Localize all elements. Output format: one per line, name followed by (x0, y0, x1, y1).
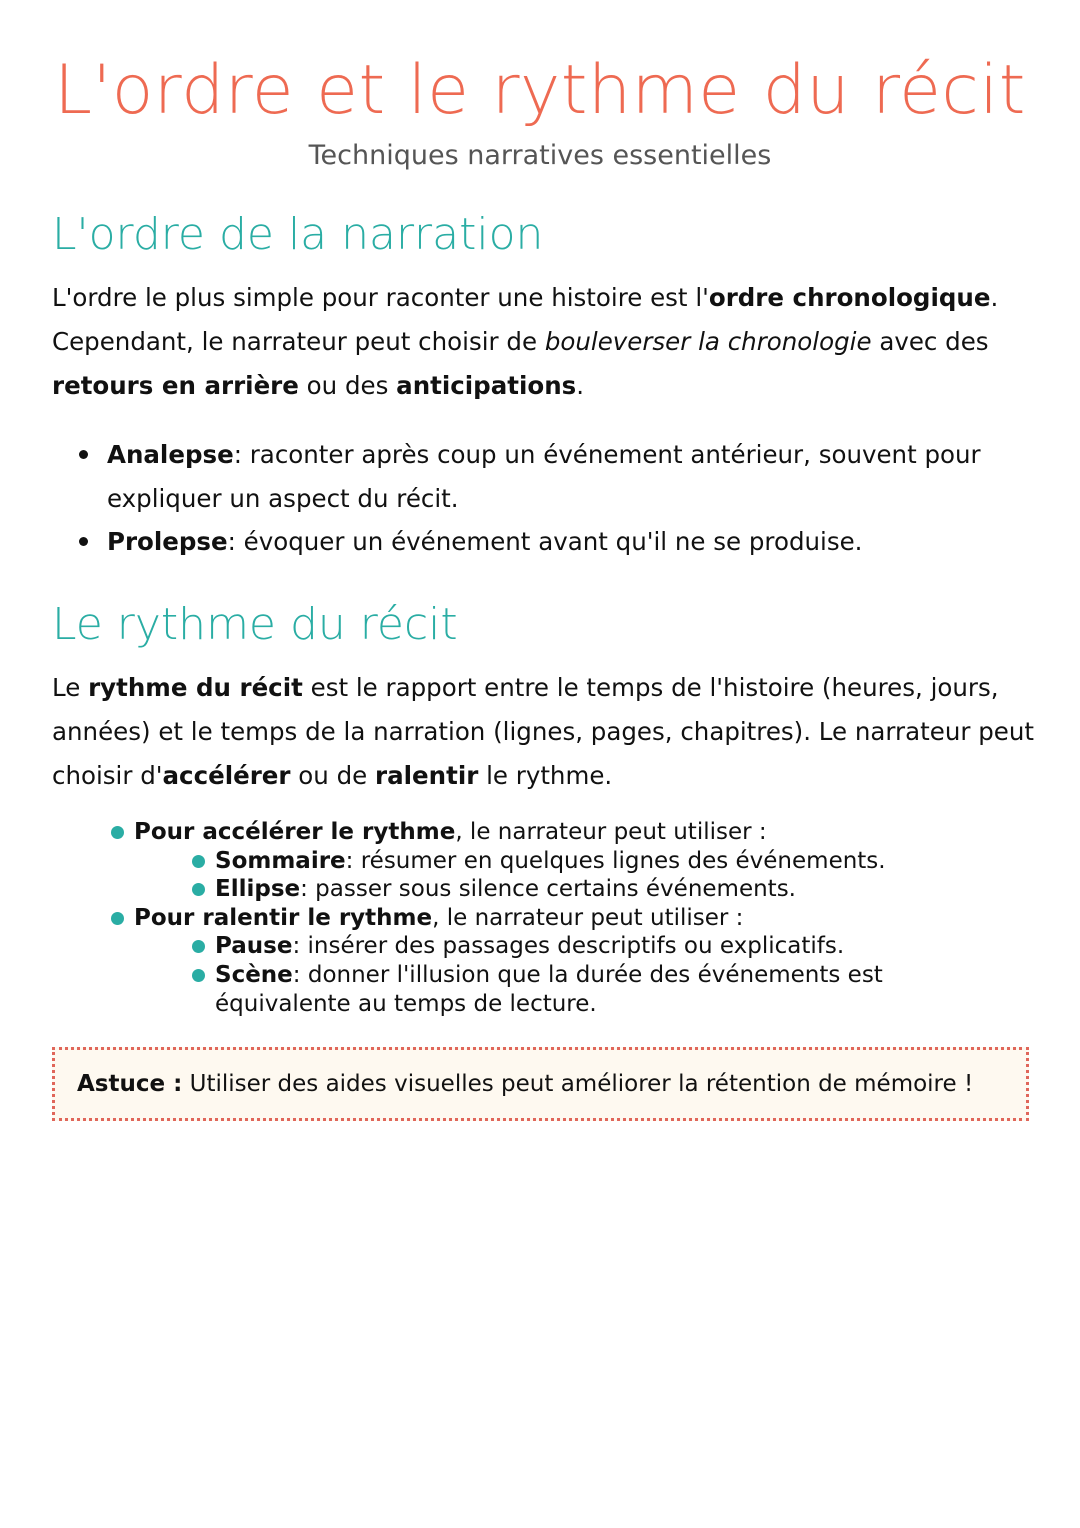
bullet-icon (111, 826, 124, 839)
list-item-pause (0, 932, 1080, 961)
list-term: Scène (215, 961, 293, 988)
list-text: : raconter après coup un événement antérieur, souvent pour expliquer un aspect du récit. (107, 440, 981, 513)
list-term: Prolepse (107, 527, 228, 556)
bold-term: rythme du récit (88, 673, 303, 702)
bullet-icon (192, 883, 205, 896)
list-item-analepse (0, 433, 1080, 520)
list-text: , le narrateur peut utiliser : (432, 904, 744, 931)
bold-term: ordre chronologique (708, 283, 991, 312)
rhythm-techniques-list (0, 818, 1080, 1018)
text-run: le rythme. (478, 761, 613, 790)
list-item-scene (0, 961, 1080, 1018)
list-item-accelerate (0, 818, 1080, 847)
list-text: : donner l'illusion que la durée des événements est équivalente au temps de lecture. (215, 961, 883, 1017)
text-run: avec des (871, 327, 989, 356)
bullet-icon (192, 855, 205, 868)
bullet-icon (111, 912, 124, 925)
list-item-slow-down (0, 904, 1080, 933)
list-item-ellipse (0, 875, 1080, 904)
text-run: ou des (298, 371, 397, 400)
list-text: : insérer des passages descriptifs ou explicatifs. (292, 933, 845, 960)
list-term: Analepse (107, 440, 234, 469)
text-run: Le (52, 673, 89, 702)
section-rhythm-paragraph (52, 666, 1042, 798)
bold-term: retours en arrière (52, 371, 299, 400)
page-title: L'ordre et le rythme du récit (54, 51, 1026, 130)
list-text: : passer sous silence certains événements. (300, 876, 796, 903)
bullet-icon (192, 940, 205, 953)
list-text: : résumer en quelques lignes des événements. (345, 847, 886, 874)
section-order-paragraph (52, 276, 1042, 408)
page-subtitle: Techniques narratives essentielles (308, 140, 772, 171)
text-run: ou de (290, 761, 376, 790)
list-item-prolepse (0, 520, 1080, 564)
order-techniques-list (0, 433, 1080, 564)
tip-text (77, 1069, 973, 1099)
list-text: , le narrateur peut utiliser : (455, 819, 767, 845)
list-text: : évoquer un événement avant qu'il ne se produise. (227, 527, 863, 556)
list-term: Pause (215, 933, 293, 960)
list-term: Pour ralentir le rythme (134, 904, 433, 931)
list-item-sommaire (0, 847, 1080, 876)
text-run: est le rapport entre le temps de l'histoire (heures, jours, années) et le temps de la narration (lignes, pages, chapitres). Le narrateur peut choisir d' (52, 673, 1034, 790)
italic-phrase: bouleverser la chronologie (544, 327, 872, 356)
tip-content: Utiliser des aides visuelles peut améliorer la rétention de mémoire ! (182, 1071, 974, 1097)
tip-box (52, 1047, 1029, 1121)
bold-term: anticipations (396, 371, 577, 400)
text-run: . Cependant, le narrateur peut choisir de (52, 283, 999, 356)
list-term: Ellipse (215, 876, 301, 903)
list-term: Sommaire (215, 847, 346, 874)
section-heading-rhythm: Le rythme du récit (52, 599, 458, 650)
tip-label: Astuce : (77, 1071, 183, 1097)
bullet-icon (79, 537, 88, 546)
bold-term: ralentir (375, 761, 479, 790)
text-run: L'ordre le plus simple pour raconter une histoire est l' (52, 283, 709, 312)
text-run: . (576, 371, 585, 400)
list-term: Pour accélérer le rythme (134, 819, 456, 845)
section-heading-order: L'ordre de la narration (52, 209, 544, 260)
bullet-icon (79, 450, 88, 459)
bold-term: accélérer (162, 761, 291, 790)
bullet-icon (192, 969, 205, 982)
